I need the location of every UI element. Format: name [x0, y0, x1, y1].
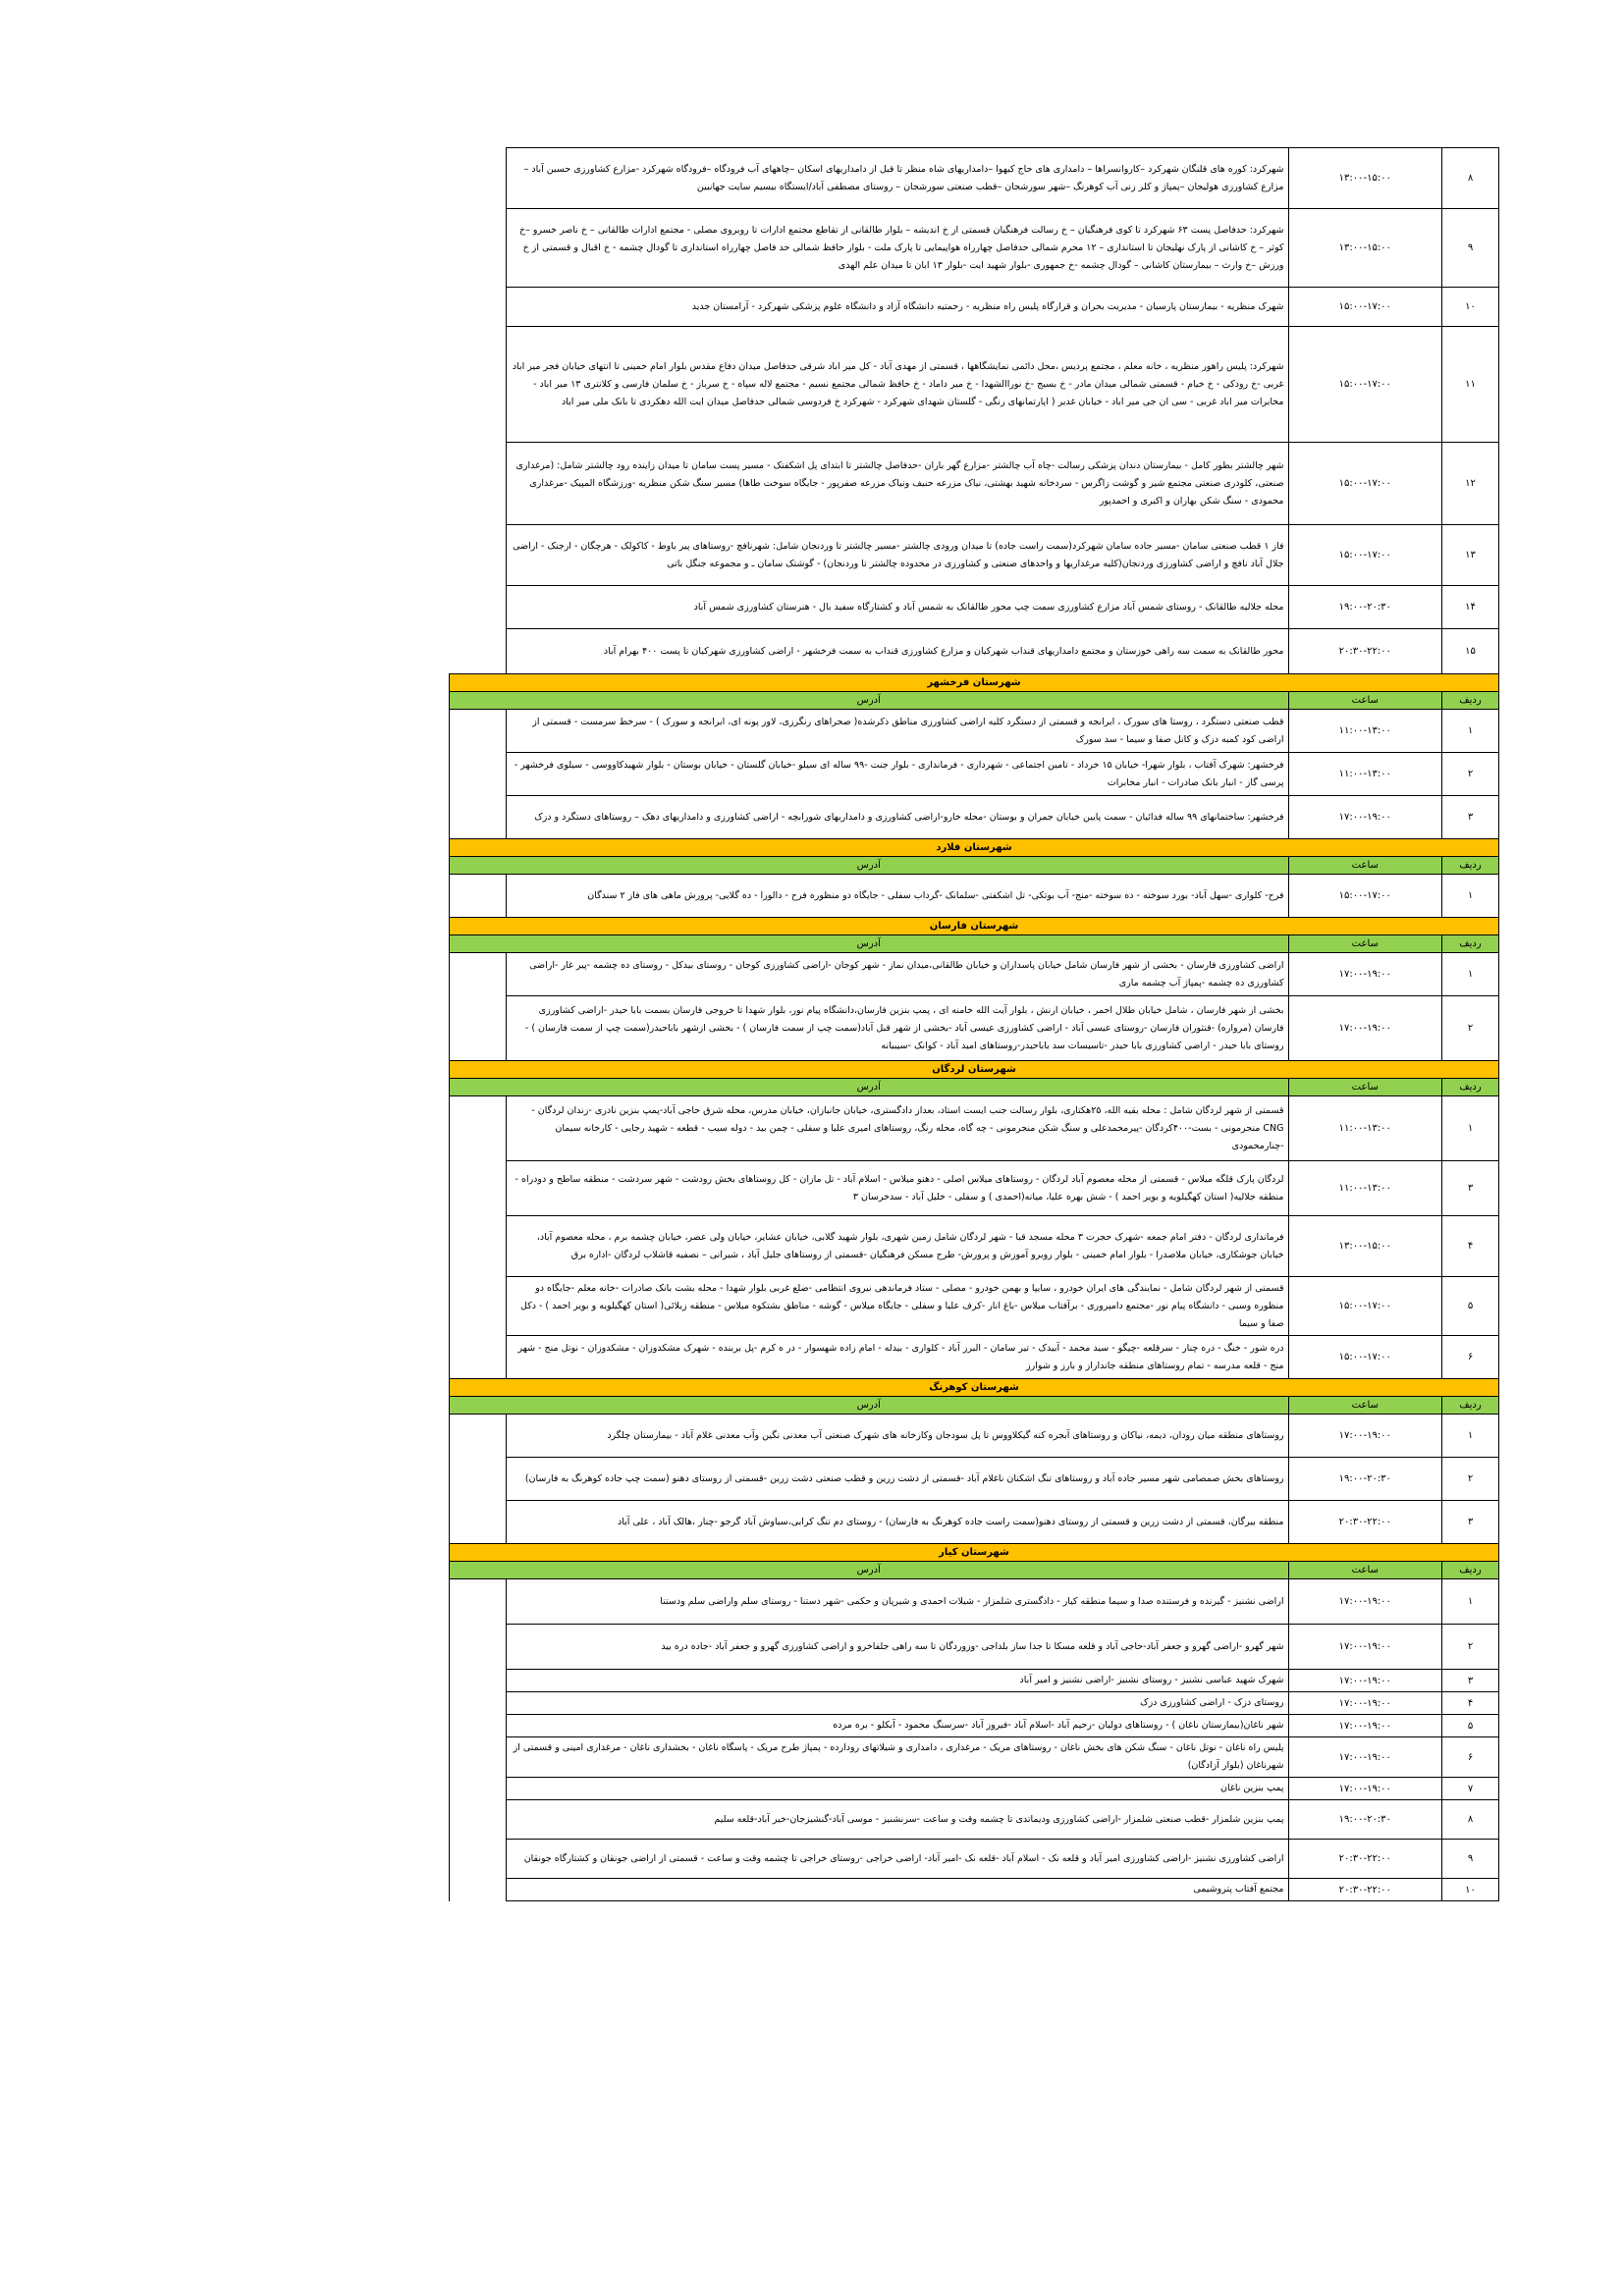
time-range: ۲۰:۳۰-۲۲:۰۰	[1288, 1879, 1442, 1901]
time-range: ۱۵:۰۰-۱۷:۰۰	[1288, 1336, 1442, 1379]
row-spacer	[450, 796, 507, 839]
county-title-bar	[450, 1061, 1499, 1079]
row-number: ۵	[1442, 1715, 1499, 1737]
column-header-row	[450, 1562, 1499, 1579]
column-header-row	[450, 857, 1499, 875]
row-spacer	[450, 996, 507, 1061]
address-cell: شهرکرد: کوره های قلنگان شهرکرد –کاروانسراها – دامداری های حاج کیهوا –دامداریهای شاه منظر تا قبل از دامداریهای اسکان –چاههای آب فرودگاه –فرودگاه شهرکرد -مزارع کشاورزی حسین آباد – مزارع کشاورزی هولیجان –پمپاژ و کلر زنی آب کوهرنگ –شهر سورشجان –قطب صنعتی سورشجان – روستای مصطفی آباد/ایستگاه بیسیم سایت جهانبین	[506, 148, 1288, 209]
row-spacer	[450, 629, 507, 674]
address-cell: روستاهای بخش صمصامی شهر مسیر جاده آباد و روستاهای تنگ اشکنان ناغلام آباد -قسمتی از دشت زرین و قطب صنعتی دشت زرین -قسمتی از روستای دهنو (سمت چپ جاده کوهرنگ به فارسان)	[506, 1458, 1288, 1501]
row-number: ۸	[1442, 148, 1499, 209]
county-name: شهرستان فرخشهر	[450, 674, 1499, 692]
time-range: ۱۷:۰۰-۱۹:۰۰	[1288, 1670, 1442, 1692]
address-cell: شهرک منظریه - بیمارستان پارسیان - مدیریت بحران و قرارگاه پلیس راه منظریه - رحمتیه دانشگاه آزاد و دانشگاه علوم پزشکی شهرکرد - آرامستان جدید	[506, 288, 1288, 327]
time-range: ۱۱:۰۰-۱۳:۰۰	[1288, 1096, 1442, 1161]
header-row-number: ردیف	[1442, 1079, 1499, 1096]
header-time: ساعت	[1288, 692, 1442, 710]
address-cell: مجتمع آفتاب پتروشیمی	[506, 1879, 1288, 1901]
row-number: ۶	[1442, 1737, 1499, 1778]
header-time: ساعت	[1288, 857, 1442, 875]
address-cell: فرخشهر: ساختمانهای ۹۹ ساله فدائیان - سمت پایین خیابان جمران و بوستان -محله خارو-اراضی کشاورزی و دامداریهای شورابچه - اراضی کشاورزی و دامداریهای دهک – روستاهای دستگرد و دزک	[506, 796, 1288, 839]
address-cell: قسمتی از شهر لردگان شامل : محله بقیه الله، ۲۵هکتاری، بلوار رسالت جنب ایست استاد، بعداز دادگستری، خیابان جانبازان، خیابان مدرس، محله شرق حاجی آباد-پمپ بنزین نادری -زندان لردگان - CNG منجرمونی - بست-۴۰۰کردگان -پیرمحمدعلی و سنگ شکن منجرمونی - چه گاه، محله رنگ، روستاهای امیری علیا و سفلی - چمن بید - دوله سیب - قطعه - شهید رجایی - کارخانه سیمان -چنارمحمودی	[506, 1096, 1288, 1161]
header-address: آدرس	[450, 935, 1289, 953]
time-range: ۱۷:۰۰-۱۹:۰۰	[1288, 953, 1442, 996]
row-spacer	[450, 1458, 507, 1501]
schedule-row	[450, 1715, 1499, 1737]
schedule-row	[450, 1216, 1499, 1277]
time-range: ۱۷:۰۰-۱۹:۰۰	[1288, 1778, 1442, 1800]
address-cell: فاز ۱ قطب صنعتی سامان -مسیر جاده سامان شهرکرد(سمت راست جاده) تا میدان ورودی چالشتر -مسیر چالشتر تا وردنجان شامل: شهرنافچ -روستاهای پیر باوط - کاکولک - هرچگان - ارجنک - اراضی جلال آباد نافچ و اراضی کشاورزی وردنجان(کلیه مرغداریها و واحدهای صنعتی و کشاورزی در محدوده چالشتر تا وردنجان) - گوشتک سامان ـ و مجموعه جنگل باتی	[506, 525, 1288, 586]
schedule-row	[450, 710, 1499, 753]
row-number: ۴	[1442, 1216, 1499, 1277]
row-spacer	[450, 1670, 507, 1692]
header-time: ساعت	[1288, 935, 1442, 953]
address-cell: فرخشهر: شهرک آفتاب ، بلوار شهرا- خیابان ۱۵ خرداد - تامین اجتماعی - شهرداری - فرمانداری - بلوار جنت -۹۹ ساله ای سیلو -خیابان گلستان - خیابان بوستان - بلوار شهیدکاووسی - سیلوی فرخشهر - پرسی گاز - انبار بانک صادرات - انبار مخابرات	[506, 753, 1288, 796]
row-spacer	[450, 1501, 507, 1544]
row-number: ۴	[1442, 1692, 1499, 1715]
row-spacer	[450, 443, 507, 525]
time-range: ۱۷:۰۰-۱۹:۰۰	[1288, 996, 1442, 1061]
schedule-row	[450, 1692, 1499, 1715]
schedule-row	[450, 1336, 1499, 1379]
address-cell: روستاهای منطقه میان رودان، دیمه، نیاکان و روستاهای آبجره کنه گیکلاووس تا پل سودجان وکارخانه های شهرک صنعتی آب معدنی نگین وآب معدنی غلام آباد - بیمارستان چلگرد	[506, 1415, 1288, 1458]
row-spacer	[450, 1625, 507, 1670]
address-cell: اراضی نشنیز - گیرنده و فرستنده صدا و سیما منطقه کیار - دادگستری شلمزار - شیلات احمدی و شیرپان و حکمی -شهر دستنا - روستای سلم واراضی سلم ودستنا	[506, 1579, 1288, 1625]
header-row-number: ردیف	[1442, 935, 1499, 953]
county-name: شهرستان کیار	[450, 1544, 1499, 1562]
address-cell: محور طالقانک به سمت سه راهی خوزستان و مجتمع دامداریهای قنداب شهرکیان و مزارع کشاورزی قنداب به سمت فرخشهر - اراضی کشاورزی شهرکیان تا پست ۴۰۰ بهرام آباد	[506, 629, 1288, 674]
row-number: ۱	[1442, 1579, 1499, 1625]
address-cell: فرح- کلواری -سهل آباد- بورد سوخته - ده سوخته -منج- آب بوتکی- تل اشکفتی -سلمانک -گرداب سفلی - جایگاه دو منظوره فرح - دالورا - ده گلایی- پرورش ماهی های فاز ۲ سندگان	[506, 875, 1288, 918]
schedule-row	[450, 288, 1499, 327]
row-number: ۱۰	[1442, 1879, 1499, 1901]
address-cell: اراضی کشاورزی نشنیز -اراضی کشاورزی امیر آباد و قلعه نک - اسلام آباد -قلعه نک -امیر آباد- اراضی خراجی -روستای خراجی تا چشمه وقت و ساعت - قسمتی از اراضی جونقان و کشتارگاه جونقان	[506, 1840, 1288, 1879]
outage-schedule-table	[449, 147, 1499, 1901]
time-range: ۲۰:۳۰-۲۲:۰۰	[1288, 1840, 1442, 1879]
row-number: ۱۰	[1442, 288, 1499, 327]
row-number: ۵	[1442, 1277, 1499, 1336]
row-spacer	[450, 1336, 507, 1379]
header-address: آدرس	[450, 1397, 1289, 1415]
address-cell: قطب صنعتی دستگرد ، روستا های سورک ، ابرانجه و قسمتی از دستگرد کلیه اراضی کشاورزی مناطق ذکرشده( صحراهای رنگرزی، لاور پونه ای، ابرانجه و سورک ) - سرخط سرمست - قسمتی از اراضی کود کمبه دزک و کانل صفا و سیما - سد سورک	[506, 710, 1288, 753]
schedule-row	[450, 875, 1499, 918]
row-number: ۲	[1442, 1458, 1499, 1501]
time-range: ۱۳:۰۰-۱۵:۰۰	[1288, 209, 1442, 288]
row-spacer	[450, 1715, 507, 1737]
schedule-row	[450, 1625, 1499, 1670]
time-range: ۱۱:۰۰-۱۳:۰۰	[1288, 1161, 1442, 1216]
address-cell: شهرکرد: پلیس راهور منظریه ، خانه معلم ، مجتمع پردیس ،محل دائمی نمایشگاهها ، قسمتی از مهدی آباد - کل میر اباد شرقی حدفاصل میدان دفاع مقدس بلوار امام خمینی تا انتهای خیابان فجر میر اباد غربی -خ رودکی - خ خیام - قسمتی شمالی میدان مادر - خ بسیج -خ نوراالشهدا - خ میر داماد - خ حافظ شمالی مجتمع نسیم - مجتمع لاله سپاه - خ سرباز - خ سلمان فارسی و کلانتری ۱۳ میر اباد - مخابرات میر اباد غربی - سی ان جی میر اباد - خیابان غدیر ( اپارتمانهای رنگی - گلستان شهدای شهرکرد - شهرکرد خ فردوسی شمالی حدفاصل میدان ایت الله دهکردی تا بانک ملی میر اباد	[506, 327, 1288, 443]
county-name: شهرستان فلارد	[450, 839, 1499, 857]
row-spacer	[450, 1692, 507, 1715]
row-spacer	[450, 525, 507, 586]
row-number: ۱	[1442, 953, 1499, 996]
schedule-row	[450, 1277, 1499, 1336]
schedule-row	[450, 1501, 1499, 1544]
address-cell: اراضی کشاورزی فارسان - بخشی از شهر فارسان شامل خیابان پاسداران و خیابان طالقانی،میدان نماز - شهر کوجان -اراضی کشاورزی کوجان - روستای بیدکل - روستای ده چشمه -پیر غار -اراضی کشاورزی ده چشمه -پمپاژ آب چشمه ماری	[506, 953, 1288, 996]
time-range: ۱۹:۰۰-۲۰:۳۰	[1288, 1458, 1442, 1501]
row-number: ۹	[1442, 209, 1499, 288]
row-number: ۲	[1442, 753, 1499, 796]
time-range: ۱۷:۰۰-۱۹:۰۰	[1288, 1625, 1442, 1670]
column-header-row	[450, 692, 1499, 710]
address-cell: محله جلالیه طالقانک - روستای شمس آباد مزارع کشاورزی سمت چپ محور طالقانک به شمس آباد و کشتارگاه سفید بال - هنرستان کشاورزی شمس آباد	[506, 586, 1288, 629]
row-spacer	[450, 1579, 507, 1625]
schedule-row	[450, 148, 1499, 209]
schedule-row	[450, 1458, 1499, 1501]
row-number: ۲	[1442, 1625, 1499, 1670]
column-header-row	[450, 935, 1499, 953]
schedule-row	[450, 753, 1499, 796]
row-spacer	[450, 753, 507, 796]
row-spacer	[450, 1840, 507, 1879]
time-range: ۱۱:۰۰-۱۳:۰۰	[1288, 753, 1442, 796]
row-number: ۶	[1442, 1336, 1499, 1379]
row-spacer	[450, 1415, 507, 1458]
time-range: ۱۷:۰۰-۱۹:۰۰	[1288, 1692, 1442, 1715]
row-number: ۳	[1442, 796, 1499, 839]
row-spacer	[450, 1800, 507, 1840]
row-number: ۱	[1442, 710, 1499, 753]
address-cell: شهرکرد: حدفاصل پست ۶۳ شهرکرد تا کوی فرهنگیان – خ رسالت فرهنگیان قسمتی از خ اندیشه – بلوار طالقانی از تقاطع مجتمع ادارات تا روبروی مصلی - مجتمع ادارات طالقانی – خ ناصر خسرو –خ کوثر – خ کاشانی از پارک نهلیجان تا استانداری – ۱۲ محرم شمالی حدفاصل چهارراه هواپیمایی تا پارک ملت - بلوار حافظ شمالی حد فاصل چهارراه استانداری تا گودال چشمه - خ اقبال و قسمتی از خ ورزش –خ وارث – بیمارستان کاشانی – گودال چشمه -خ جمهوری -بلوار شهید ایت -بلوار ۱۳ ابان تا میدان علم الهدی	[506, 209, 1288, 288]
time-range: ۱۵:۰۰-۱۷:۰۰	[1288, 525, 1442, 586]
time-range: ۱۱:۰۰-۱۳:۰۰	[1288, 710, 1442, 753]
row-spacer	[450, 1778, 507, 1800]
row-spacer	[450, 209, 507, 288]
header-address: آدرس	[450, 1079, 1289, 1096]
header-address: آدرس	[450, 857, 1289, 875]
header-address: آدرس	[450, 692, 1289, 710]
row-number: ۹	[1442, 1840, 1499, 1879]
header-row-number: ردیف	[1442, 692, 1499, 710]
row-spacer	[450, 586, 507, 629]
county-title-bar	[450, 1379, 1499, 1397]
header-address: آدرس	[450, 1562, 1289, 1579]
address-cell: فرمانداری لردگان - دفتر امام جمعه -شهرک حجرت ۳ محله مسجد قبا - شهر لردگان شامل زمین شهری، بلوار شهید گلابی، خیابان عشایر، خیابان ولی عصر، خیابان چشمه برم ، محله معصوم آباد، خیابان جوشکاری، خیابان ملاصدرا - بلوار امام خمینی - بلوار روبرو آموزش و پرورش- طرح مسکن فرهنگیان -قسمتی از روستاهای جلیل آباد ، شیرانی – نصفیه قاشلاب لردگان -اداره برق	[506, 1216, 1288, 1277]
county-name: شهرستان لردگان	[450, 1061, 1499, 1079]
header-row-number: ردیف	[1442, 857, 1499, 875]
row-number: ۱۳	[1442, 525, 1499, 586]
address-cell: شهر ناغان(بیمارستان ناغان ) - روستاهای دولیان -رحیم آباد -اسلام آباد -فیروز آباد -سرسنگ محمود - آبکلو - بره مرده	[506, 1715, 1288, 1737]
time-range: ۱۷:۰۰-۱۹:۰۰	[1288, 1415, 1442, 1458]
row-number: ۳	[1442, 1501, 1499, 1544]
row-spacer	[450, 288, 507, 327]
schedule-row	[450, 209, 1499, 288]
time-range: ۱۹:۰۰-۲۰:۳۰	[1288, 586, 1442, 629]
header-time: ساعت	[1288, 1079, 1442, 1096]
time-range: ۱۷:۰۰-۱۹:۰۰	[1288, 796, 1442, 839]
schedule-row	[450, 1579, 1499, 1625]
county-title-bar	[450, 918, 1499, 935]
schedule-row	[450, 1778, 1499, 1800]
row-spacer	[450, 1737, 507, 1778]
row-spacer	[450, 327, 507, 443]
time-range: ۲۰:۳۰-۲۲:۰۰	[1288, 629, 1442, 674]
address-cell: شهر گهرو -اراضی گهرو و جعفر آباد-حاجی آباد و قلعه مسکا تا جدا ساز بلداجی -وزوردگان تا سه راهی جلفاخرو و اراضی کشاورزی گهرو و جعفر آباد -جاده دره بید	[506, 1625, 1288, 1670]
column-header-row	[450, 1079, 1499, 1096]
county-name: شهرستان فارسان	[450, 918, 1499, 935]
column-header-row	[450, 1397, 1499, 1415]
time-range: ۱۳:۰۰-۱۵:۰۰	[1288, 148, 1442, 209]
schedule-row	[450, 1415, 1499, 1458]
address-cell: دره شور - خنگ - دره چنار - سرقلعه -چیگو - سید محمد - آبیدک - تیر سامان - البرز آباد - کلواری - بیدله - امام زاده شهسوار - در ه کرم -پل بربنده - شهرک مشکدوزان - مشکدوزان - نوتل منج - شهر منج - قلعه مدرسه - تمام روستاهای منطقه جانداراز و بارز و شوارز	[506, 1336, 1288, 1379]
schedule-row	[450, 796, 1499, 839]
row-number: ۱۴	[1442, 586, 1499, 629]
row-spacer	[450, 1277, 507, 1336]
header-time: ساعت	[1288, 1562, 1442, 1579]
time-range: ۱۵:۰۰-۱۷:۰۰	[1288, 327, 1442, 443]
row-spacer	[450, 953, 507, 996]
row-number: ۱۱	[1442, 327, 1499, 443]
time-range: ۱۵:۰۰-۱۷:۰۰	[1288, 288, 1442, 327]
address-cell: روستای دزک - اراضی کشاورزی دزک	[506, 1692, 1288, 1715]
row-spacer	[450, 875, 507, 918]
schedule-row	[450, 443, 1499, 525]
address-cell: لردگان پارک قلگه میلاس - قسمتی از محله معصوم آباد لردگان - روستاهای میلاس اصلی - دهنو میلاس - اسلام آباد - تل مازان - کل روستاهای بخش رودشت - شهر سردشت - منطقه ساطح و دودراه - منطقه جلالیه( استان کهگیلویه و بویر احمد ) - شش بهره علیا، میانه(احمدی ) و سفلی - خلیل آباد - سدخرسان ۳	[506, 1161, 1288, 1216]
schedule-row	[450, 1737, 1499, 1778]
time-range: ۱۵:۰۰-۱۷:۰۰	[1288, 1277, 1442, 1336]
time-range: ۱۹:۰۰-۲۰:۳۰	[1288, 1800, 1442, 1840]
address-cell: پلیس راه ناغان - نوتل ناغان - سنگ شکن های بخش ناغان - روستاهای مریک - مرغداری ، دامداری و شیلاتهای رودارده - پمپاژ طرح مریک - پاسگاه ناغان - بخشداری ناغان - مرغداری امینی و قسمتی از شهرناغان (بلوار آزادگان)	[506, 1737, 1288, 1778]
schedule-row	[450, 1161, 1499, 1216]
header-row-number: ردیف	[1442, 1562, 1499, 1579]
row-spacer	[450, 1161, 507, 1216]
time-range: ۱۷:۰۰-۱۹:۰۰	[1288, 1579, 1442, 1625]
schedule-row	[450, 953, 1499, 996]
time-range: ۱۳:۰۰-۱۵:۰۰	[1288, 1216, 1442, 1277]
time-range: ۱۵:۰۰-۱۷:۰۰	[1288, 443, 1442, 525]
schedule-row	[450, 1670, 1499, 1692]
header-time: ساعت	[1288, 1397, 1442, 1415]
schedule-row	[450, 1840, 1499, 1879]
time-range: ۱۷:۰۰-۱۹:۰۰	[1288, 1715, 1442, 1737]
row-spacer	[450, 1216, 507, 1277]
schedule-row	[450, 629, 1499, 674]
time-range: ۱۷:۰۰-۱۹:۰۰	[1288, 1737, 1442, 1778]
schedule-row	[450, 1800, 1499, 1840]
time-range: ۲۰:۳۰-۲۲:۰۰	[1288, 1501, 1442, 1544]
address-cell: شهرک شهید عباسی نشنیز - روستای نشنیز -اراضی نشنیز و امیر آباد	[506, 1670, 1288, 1692]
schedule-row	[450, 586, 1499, 629]
header-row-number: ردیف	[1442, 1397, 1499, 1415]
row-number: ۱۵	[1442, 629, 1499, 674]
schedule-row	[450, 1096, 1499, 1161]
row-number: ۱	[1442, 1096, 1499, 1161]
row-spacer	[450, 148, 507, 209]
address-cell: قسمتی از شهر لردگان شامل - نمایندگی های ایران خودرو ، سایپا و بهمن خودرو - مصلی - ستاد فرماندهی نیروی انتظامی -ضلع غربی بلوار شهدا - محله بشت بانک صادرات -خانه معلم -جایگاه دو منظوره وسبی - دانشگاه پیام نور -مجتمع دامپروری - برآفتاب میلاس -باغ انار -کرف علیا و سفلی - جایگاه میلاس - گوشه - مناطق بشتکوه میلاس - منطقه زیلائی( استان کهگیلویه و بویر احمد ) - دکل صفا و سیما	[506, 1277, 1288, 1336]
row-number: ۳	[1442, 1670, 1499, 1692]
row-spacer	[450, 1096, 507, 1161]
county-name: شهرستان کوهرنگ	[450, 1379, 1499, 1397]
schedule-row	[450, 1879, 1499, 1901]
county-title-bar	[450, 674, 1499, 692]
row-number: ۱	[1442, 1415, 1499, 1458]
time-range: ۱۵:۰۰-۱۷:۰۰	[1288, 875, 1442, 918]
schedule-row	[450, 525, 1499, 586]
row-number: ۱۲	[1442, 443, 1499, 525]
schedule-row	[450, 996, 1499, 1061]
address-cell: شهر چالشتر بطور کامل - بیمارستان دندان پزشکی رسالت -چاه آب چالشتر -مزارع گهر باران -حدفاصل چالشتر تا ابتدای پل اشکفتک - مسیر پست سامان تا میدان زاینده رود چالشتر شامل: (مرغداری صنعتی، کلودری صنعتی مجتمع شیر و گوشت زاگرس - سردخانه شهید بهشتی، نیاک مزرعه حنیف ونیاک مزرعه صفرپور - جایگاه سوخت طاها) مسیر سنگ شکن منظریه -ورزشگاه المپیک -مرغداری محمودی - سنگ شکن بهاران و اکبری و احمدپور	[506, 443, 1288, 525]
row-spacer	[450, 1879, 507, 1901]
row-number: ۳	[1442, 1161, 1499, 1216]
address-cell: منطقه بیرگان، قسمتی از دشت زرین و قسمتی از روستای دهنو(سمت راست جاده کوهرنگ به فارسان) - روستای دم تنگ کرابی،سیاوش آباد گرجو -چنار ،هالک آباد ، علی آباد	[506, 1501, 1288, 1544]
address-cell: بخشی از شهر فارسان ، شامل خیابان طلال احمر ، خیابان ارنش ، بلوار آیت الله خامنه ای ، پمپ بنزین فارسان،دانشگاه پیام نور، بلوار شهدا تا خروجی فارسان بسمت بابا حیدر -اراضی کشاورزی فارسان (مرواره) -قنثوران فارسان -روستای عیسی آباد - اراضی کشاورزی عیسی آباد -بخشی از شهر قبل آباد(سمت چپ از سمت فارسان ) - بخشی ازشهر باباحیدر(سمت چپ از سمت فارسان ) - روستای بابا حیدر - اراضی کشاورزی بابا حیدر -تاسیسات سد باباحیدر-روستاهای امید آباد - کوانک -سیبیانه	[506, 996, 1288, 1061]
schedule-row	[450, 327, 1499, 443]
row-number: ۲	[1442, 996, 1499, 1061]
row-spacer	[450, 710, 507, 753]
address-cell: پمپ بنزین شلمزار -قطب صنعتی شلمزار -اراضی کشاورزی ودیماتدی تا چشمه وقت و ساعت -سرنشنیز - موسی آباد-گنشیزجان-خیر آباد-قلعه سلیم	[506, 1800, 1288, 1840]
county-title-bar	[450, 1544, 1499, 1562]
county-title-bar	[450, 839, 1499, 857]
row-number: ۸	[1442, 1800, 1499, 1840]
address-cell: پمپ بنزین ناغان	[506, 1778, 1288, 1800]
row-number: ۷	[1442, 1778, 1499, 1800]
row-number: ۱	[1442, 875, 1499, 918]
